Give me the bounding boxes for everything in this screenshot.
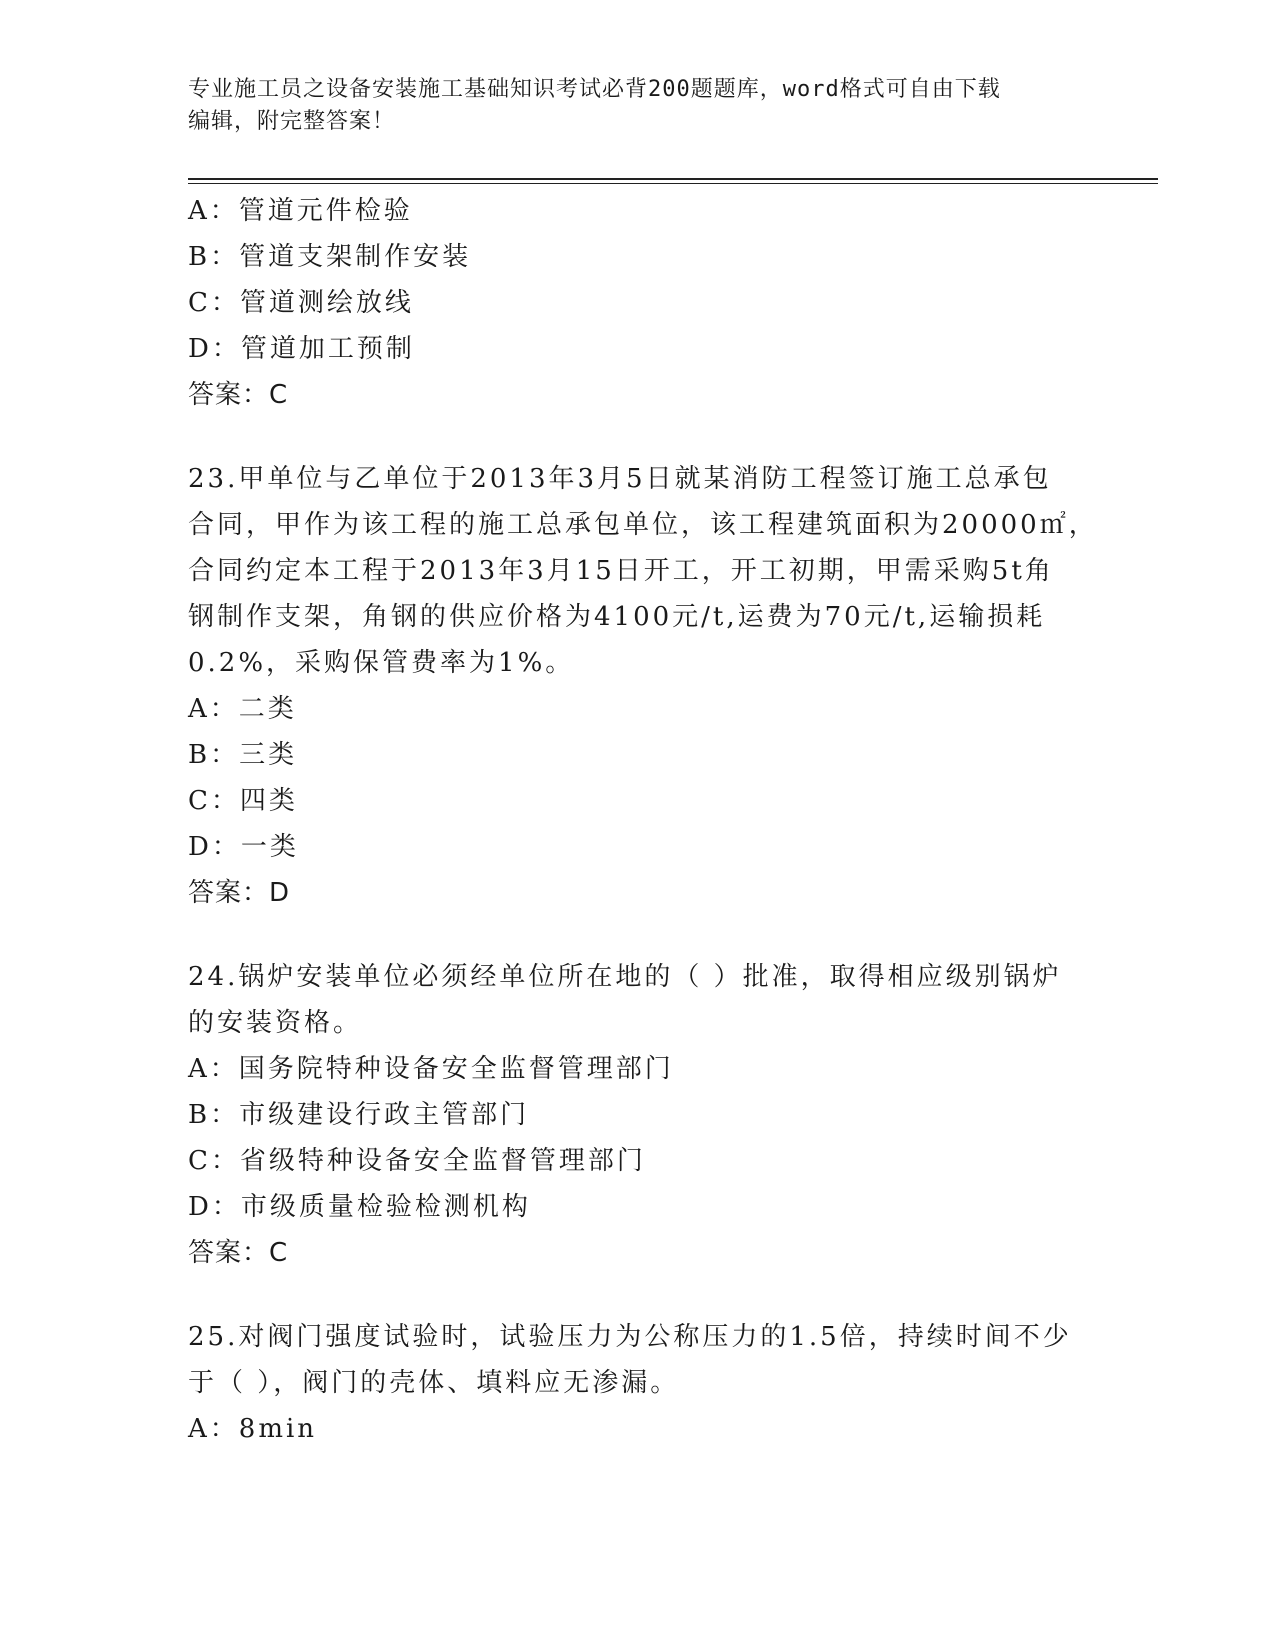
question-22 (188, 188, 1088, 418)
option-c: C：省级特种设备安全监督管理部门 (188, 1146, 646, 1176)
option-d: D：市级质量检验检测机构 (188, 1192, 531, 1222)
option-a: A：二类 (188, 694, 297, 724)
option-a: A：国务院特种设备安全监督管理部门 (188, 1054, 674, 1084)
option-d: D：管道加工预制 (188, 334, 415, 364)
answer-label: 答案：C (188, 380, 289, 410)
stem-line: 于（ ），阀门的壳体、填料应无渗漏。 (188, 1368, 680, 1398)
question-23 (188, 456, 1098, 916)
document-header (188, 74, 1088, 138)
option-c: C：管道测绘放线 (188, 288, 414, 318)
stem-line: 的安装资格。 (188, 1008, 363, 1038)
stem-line: 24.锅炉安装单位必须经单位所在地的（ ）批准，取得相应级别锅炉 (188, 962, 1062, 992)
stem-line: 合同约定本工程于2013年3月15日开工，开工初期，甲需采购5t角 (188, 556, 1054, 586)
stem-line: 0.2%，采购保管费率为1%。 (188, 648, 575, 678)
answer-label: 答案：D (188, 878, 291, 908)
stem-line: 合同，甲作为该工程的施工总承包单位，该工程建筑面积为20000㎡， (188, 510, 1098, 540)
option-a: A：8min (188, 1414, 318, 1444)
question-24 (188, 954, 1088, 1276)
option-b: B：三类 (188, 740, 298, 770)
question-25 (188, 1314, 1088, 1452)
option-a: A：管道元件检验 (188, 196, 413, 226)
option-b: B：管道支架制作安装 (188, 242, 472, 272)
header-line-1: 专业施工员之设备安装施工基础知识考试必背200题题库，word格式可自由下载 (188, 77, 1001, 102)
option-c: C：四类 (188, 786, 298, 816)
header-line-2: 编辑，附完整答案！ (188, 109, 396, 134)
header-rule-thick (188, 178, 1158, 180)
stem-line: 23.甲单位与乙单位于2013年3月5日就某消防工程签订施工总承包 (188, 464, 1052, 494)
option-b: B：市级建设行政主管部门 (188, 1100, 530, 1130)
question-stem (188, 1314, 1088, 1406)
stem-line: 25.对阀门强度试验时，试验压力为公称压力的1.5倍，持续时间不少 (188, 1322, 1072, 1352)
question-stem (188, 456, 1098, 686)
stem-line: 钢制作支架，角钢的供应价格为4100元/t,运费为70元/t,运输损耗 (188, 602, 1046, 632)
header-rule-thin (188, 183, 1158, 184)
option-d: D：一类 (188, 832, 299, 862)
answer-label: 答案：C (188, 1238, 289, 1268)
question-stem (188, 954, 1088, 1046)
question-content (188, 188, 1098, 1452)
